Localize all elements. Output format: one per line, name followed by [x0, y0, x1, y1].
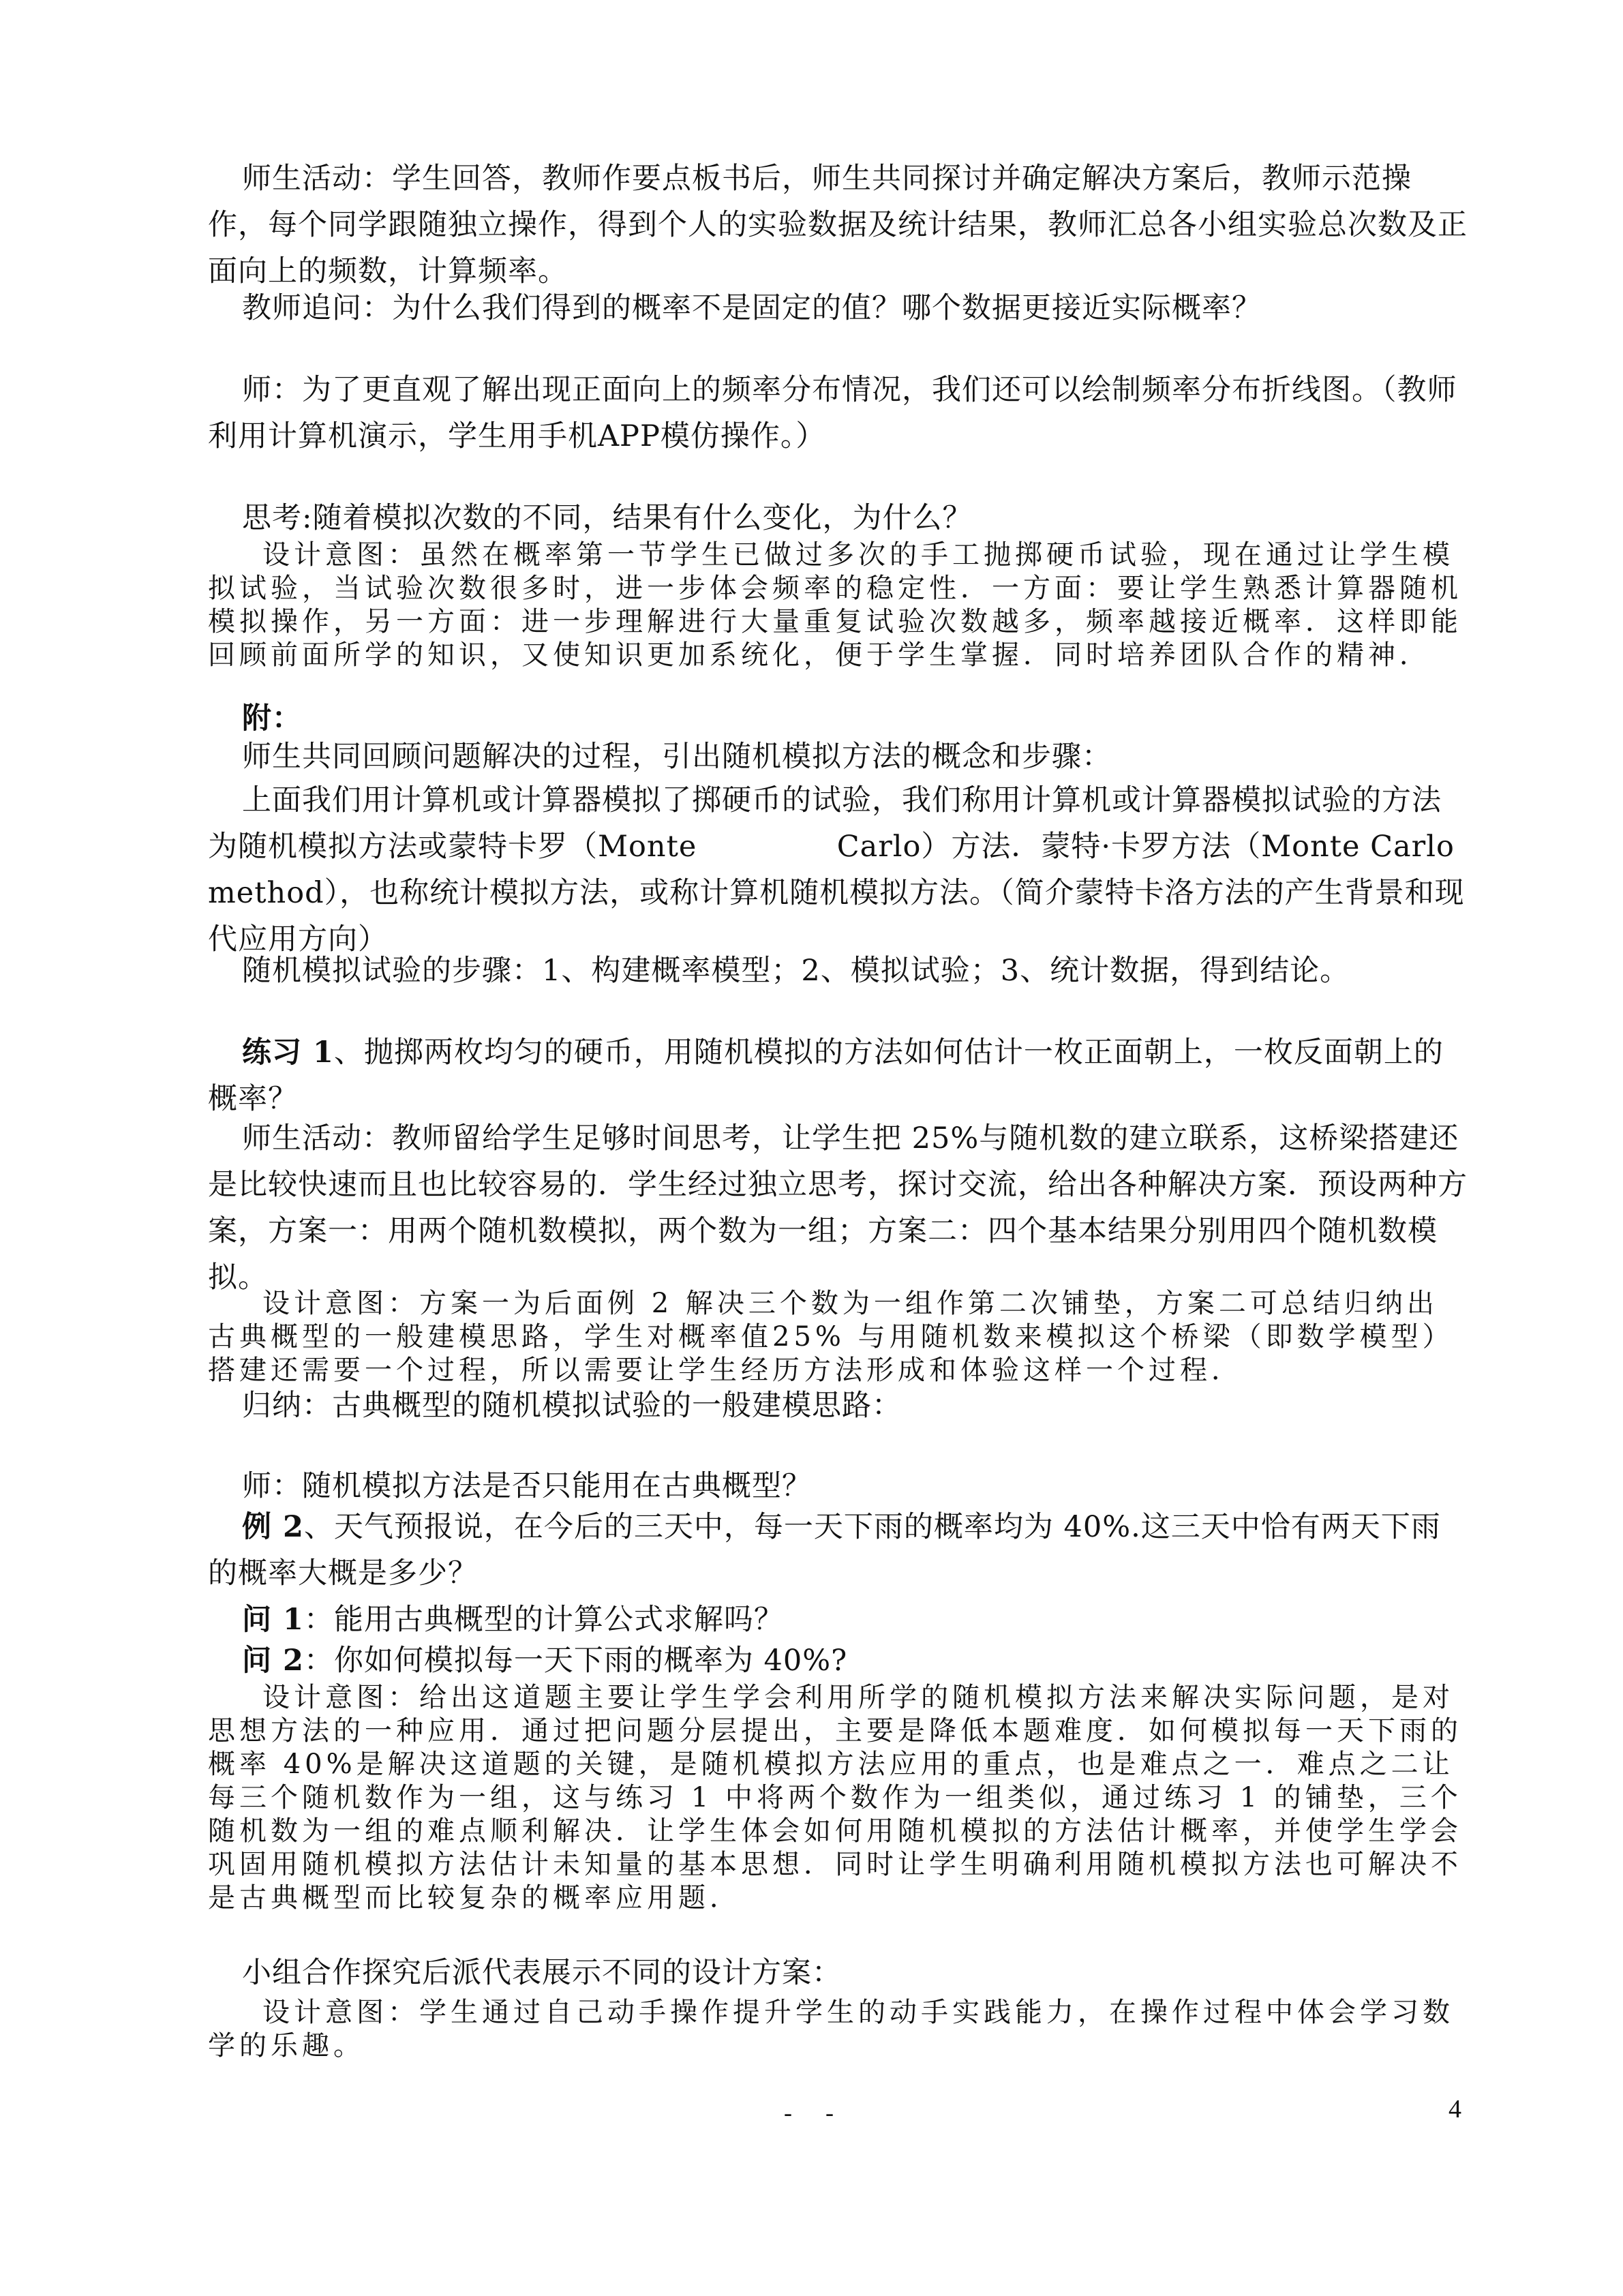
paragraph-design-intent-1: 设计意图：虽然在概率第一节学生已做过多次的手工抛掷硬币试验，现在通过让学生模拟试验，当试验次数很多时，进一步体会频率的稳定性．一方面：要让学生熟悉计算器随机模拟操作，另一方面：进一步理解进行大量重复试验次数越多，频率越接近概率．这样即能回顾前面所学的知识，又使知识更加系统化，便于学生掌握．同时培养团队合作的精神． [208, 539, 1462, 671]
paragraph-group-cooperation: 小组合作探究后派代表展示不同的设计方案： [242, 1956, 842, 1990]
paragraph-review-process: 师生共同回顾问题解决的过程，引出随机模拟方法的概念和步骤： [242, 740, 1112, 774]
example-2-label: 例 2 [242, 1510, 304, 1544]
question-2-label: 问 2 [242, 1644, 304, 1678]
paragraph-teacher-question: 师：随机模拟方法是否只能用在古典概型？ [242, 1469, 812, 1503]
exercise-1-label: 练习 1 [242, 1036, 334, 1070]
paragraph-induction: 归纳：古典概型的随机模拟试验的一般建模思路： [242, 1389, 902, 1423]
paragraph-exercise-1 [208, 1029, 1469, 1122]
paragraph-think: 思考:随着模拟次数的不同，结果有什么变化，为什么？ [242, 501, 973, 535]
paragraph-appendix-heading: 附： [242, 701, 302, 736]
paragraph-frequency-polyline: 师：为了更直观了解出现正面向上的频率分布情况，我们还可以绘制频率分布折线图。（教师利用计算机演示，学生用手机APP模仿操作。） [208, 373, 1457, 453]
paragraph-monte-carlo: 上面我们用计算机或计算器模拟了掷硬币的试验，我们称用计算机或计算器模拟试验的方法为随机模拟方法或蒙特卡罗（Monte Carlo）方法．蒙特·卡罗方法（Monte Carlo method），也称统计模拟方法，或称计算机随机模拟方法。（简介蒙特卡洛方法的产生背景和现代应用方向） [208, 783, 1465, 956]
exercise-1-text: 、抛掷两枚均匀的硬币，用随机模拟的方法如何估计一枚正面朝上，一枚反面朝上的概率？ [208, 1036, 1444, 1116]
paragraph-question-2 [208, 1637, 1469, 1684]
paragraph-question-1 [208, 1597, 1469, 1643]
paragraph-example-2 [208, 1504, 1469, 1597]
question-2-text: ：你如何模拟每一天下雨的概率为 40%? [303, 1644, 848, 1678]
paragraph-design-intent-2: 设计意图：方案一为后面例 2 解决三个数为一组作第二次铺垫，方案二可总结归纳出古典概型的一般建模思路，学生对概率值25% 与用随机数来模拟这个桥梁（即数学模型）搭建还需要一个过程，所以需要让学生经历方法形成和体验这样一个过程． [208, 1288, 1454, 1386]
footer-dashes: - - [784, 2099, 847, 2126]
page-number: 4 [1448, 2095, 1461, 2124]
paragraph-design-intent-3: 设计意图：给出这道题主要让学生学会利用所学的随机模拟方法来解决实际问题，是对思想方法的一种应用．通过把问题分层提出，主要是降低本题难度．如何模拟每一天下雨的概率 40%是解决这道题的关键，是随机模拟方法应用的重点，也是难点之一．难点之二让每三个随机数作为一组，这与练习 1 中将两个数作为一组类似，通过练习 1 的铺垫，三个随机数为一组的难点顺利解决．让学生体会如何用随机模拟的方法估计概率，并使学生学会巩固用随机模拟方法估计未知量的基本思想．同时让学生明确利用随机模拟方法也可解决不是古典概型而比较复杂的概率应用题． [208, 1682, 1462, 1914]
paragraph-activity-25-percent: 师生活动：教师留给学生足够时间思考，让学生把 25%与随机数的建立联系，这桥梁搭建还是比较快速而且也比较容易的．学生经过独立思考，探讨交流，给出各种解决方案．预设两种方案，方案一：用两个随机数模拟，两个数为一组；方案二：四个基本结果分别用四个随机数模拟。 [208, 1121, 1468, 1295]
paragraph-teacher-student-activity: 师生活动：学生回答，教师作要点板书后，师生共同探讨并确定解决方案后，教师示范操作，每个同学跟随独立操作，得到个人的实验数据及统计结果，教师汇总各小组实验总次数及正面向上的频数，计算频率。 [208, 162, 1468, 288]
paragraph-design-intent-4: 设计意图：学生通过自己动手操作提升学生的动手实践能力，在操作过程中体会学习数学的乐趣。 [208, 1997, 1454, 2061]
paragraph-teacher-follow-up: 教师追问：为什么我们得到的概率不是固定的值？哪个数据更接近实际概率？ [242, 291, 1262, 325]
question-1-text: ：能用古典概型的计算公式求解吗？ [303, 1603, 784, 1637]
example-2-text: 、天气预报说，在今后的三天中，每一天下雨的概率均为 40%.这三天中恰有两天下雨的概率大概是多少？ [208, 1510, 1441, 1590]
question-1-label: 问 1 [242, 1603, 304, 1637]
paragraph-simulation-steps: 随机模拟试验的步骤：1、构建概率模型；2、模拟试验；3、统计数据，得到结论。 [242, 954, 1350, 988]
